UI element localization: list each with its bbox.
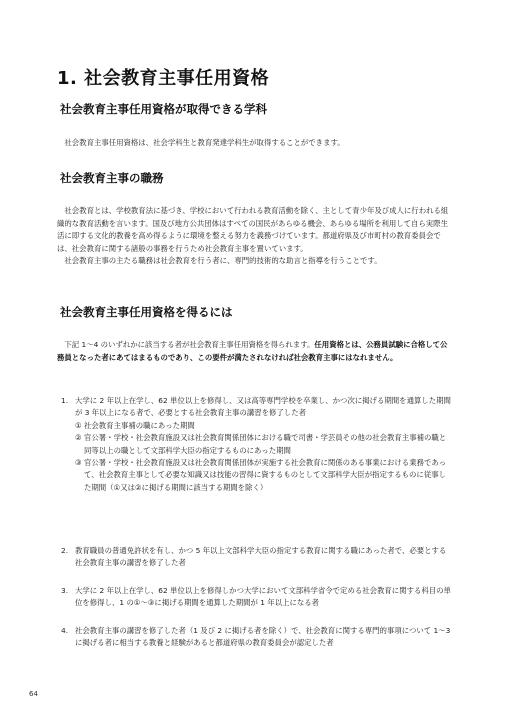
requirement-item-4: [61, 625, 453, 650]
qualification-intro-text: 下記 1～4 のいずれかに該当する者が社会教育主事任用資格を得られます。: [64, 340, 315, 349]
sub-item-3: [75, 457, 453, 494]
requirement-item-3: [61, 585, 453, 610]
sub-item-1: [75, 420, 453, 432]
item-number: 3.: [61, 586, 69, 595]
item-number: 4.: [61, 626, 69, 635]
paragraph-course: 社会教育主事任用資格は、社会学科生と教育発達学科生が取得することができます。: [64, 138, 345, 147]
requirement-item-1: [61, 395, 453, 494]
item-text: 社会教育主事の講習を修了した者（1 及び 2 に掲げる者を除く）で、社会教育に関する専門的事項について 1～3 に掲げる者に相当する教養と経験があると都道府県の教育委員会が認定した者: [75, 626, 451, 648]
section-heading-course: 社会教育主事任用資格が取得できる学科: [60, 102, 267, 116]
item-number: 2.: [61, 546, 69, 555]
item-text: 教育職員の普通免許状を有し、かつ 5 年以上文部科学大臣の指定する教育に関する職にあった者で、必要とする社会教育主事の講習を修了した者: [75, 546, 447, 568]
paragraph-duties-2: 社会教育主事の主たる職務は社会教育を行う者に、専門的技術的な助言と指導を行うことです。: [64, 256, 382, 265]
sub-item-text: 社会教育主事補の職にあった期間: [84, 420, 195, 430]
section-heading-qualification: 社会教育主事任用資格を得るには: [60, 305, 233, 319]
sub-item-text: 官公署・学校・社会教育施設又は社会教育関係団体が実施する社会教育に関係のある事業における業務であって、社会教育主事として必要な知識又は技能の習得に資するものとして文部科学大臣が指定するものに従事した期間（①又は②に掲げる期間に該当する期間を除く）: [84, 458, 447, 492]
sub-item-2: [75, 432, 453, 457]
paragraph-qualification: [57, 339, 453, 364]
sub-item-mark: ③: [75, 458, 82, 468]
section-heading-duties: 社会教育主事の職務: [60, 171, 164, 185]
page-title: 1. 社会教育主事任用資格: [57, 68, 270, 89]
requirement-item-2: [61, 545, 453, 570]
sub-item-mark: ①: [75, 420, 82, 430]
paragraph-duties-1: 社会教育とは、学校教育法に基づき、学校において行われる教育活動を除く、主として青少年及び成人に行われる組織的な教育活動を言います。国及び地方公共団体はすべての国民があらゆる機会、あらゆる場所を利用して自ら実際生活に即する文化的教養を高め得るように環境を整える努力を義務づけています。都道府県及び市町村の教育委員会では、社会教育に関する諸般の事務を行うため社会教育主事を置いています。: [57, 206, 449, 253]
item-text: 大学に 2 年以上在学し、62 単位以上を修得しかつ大学において文部科学省令で定める社会教育に関する科目の単位を修得し、1 の①～③に掲げる期間を通算した期間が 1 年以上になる者: [75, 586, 451, 608]
qualification-emphasis-text: 任用資格とは、公務員試験に合格して公務員となった者にあてはまるものであり、この要件が満たされなければ社会教育主事にはなれません。: [57, 340, 448, 362]
sub-item-text: 官公署・学校・社会教育施設又は社会教育関係団体における職で司書・学芸員その他の社会教育主事補の職と同等以上の職として文部科学大臣の指定するものにあった期間: [84, 433, 447, 455]
sub-item-mark: ②: [75, 433, 82, 443]
item-number: 1.: [61, 396, 69, 405]
page-number: 64: [29, 690, 38, 698]
item-text: 大学に 2 年以上在学し、62 単位以上を修得し、又は高等専門学校を卒業し、かつ次に掲げる期間を通算した期間が 3 年以上になる者で、必要とする社会教育主事の講習を修了した者: [75, 396, 451, 418]
